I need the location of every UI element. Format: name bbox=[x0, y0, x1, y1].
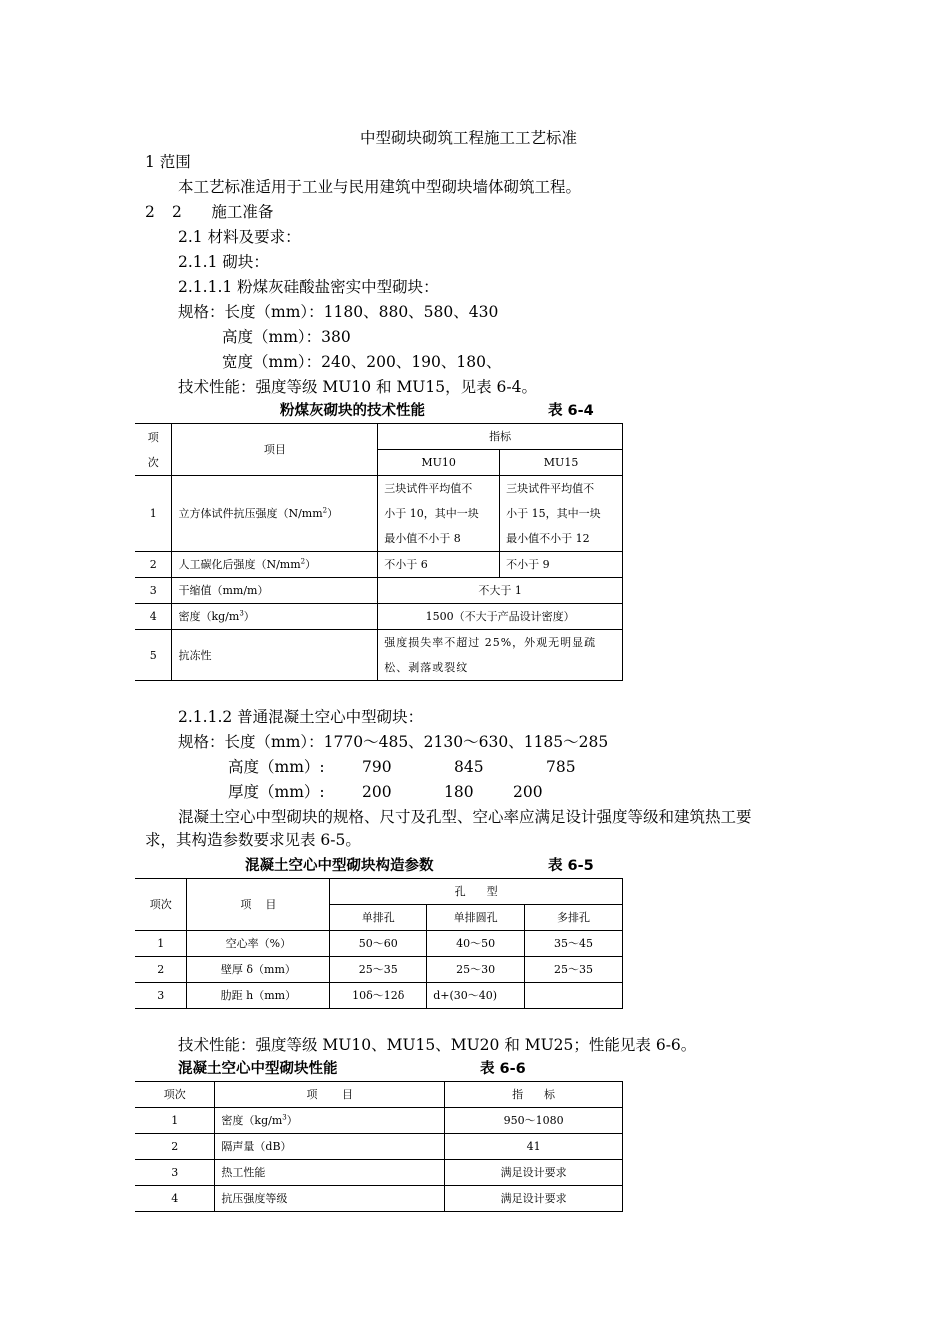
header-no: 项次 bbox=[135, 1082, 215, 1108]
spec-length: 规格：长度（mm）：1180、880、580、430 bbox=[178, 303, 499, 321]
spec-height-2-label: 高度（mm）: bbox=[228, 758, 325, 776]
document-title: 中型砌块砌筑工程施工工艺标准 bbox=[360, 129, 578, 147]
table-6-5-label: 表 6-5 bbox=[548, 858, 594, 874]
table-6-4-caption: 粉煤灰砌块的技术性能 bbox=[280, 403, 425, 419]
header-no: 项 次 bbox=[135, 424, 172, 476]
table-6-6 bbox=[135, 1081, 623, 1212]
section-2-1-heading: 2.1 材料及要求： bbox=[178, 228, 301, 246]
tech-performance: 技术性能：强度等级 MU10 和 MU15，见表 6-4。 bbox=[178, 378, 537, 396]
header-single-round: 单排圆孔 bbox=[427, 905, 525, 931]
table-row: 2 壁厚 δ（mm） 25～35 25～30 25～35 bbox=[135, 957, 623, 983]
table-6-6-label: 表 6-6 bbox=[480, 1061, 526, 1077]
section-2-1-1-1-heading: 2.1.1.1 粉煤灰硅酸盐密实中型砌块： bbox=[178, 278, 439, 296]
spec-height-2-val3: 785 bbox=[546, 758, 576, 776]
header-no: 项次 bbox=[135, 879, 187, 931]
tech-performance-2: 技术性能：强度等级 MU10、MU15、MU20 和 MU25；性能见表 6-6。 bbox=[178, 1036, 697, 1054]
header-mu10: MU10 bbox=[378, 450, 500, 476]
table-6-5 bbox=[135, 878, 623, 1009]
spec-height: 高度（mm）：380 bbox=[222, 328, 351, 346]
header-mu15: MU15 bbox=[500, 450, 623, 476]
section-2-heading: 2 施工准备 bbox=[172, 203, 274, 221]
header-index: 指标 bbox=[378, 424, 623, 450]
header-item: 项 目 bbox=[215, 1082, 445, 1108]
table-row: 5 抗冻性 强度损失率不超过 25%，外观无明显疏 松、剥落或裂纹 bbox=[135, 630, 623, 681]
section-2-number: 2 bbox=[145, 203, 155, 221]
header-index: 指 标 bbox=[445, 1082, 623, 1108]
spec-width: 宽度（mm）：240、200、190、180、 bbox=[222, 353, 502, 371]
table-row: 1 密度$(kg/m^3)$ 950～1080 bbox=[135, 1108, 623, 1134]
header-item: 项目 bbox=[172, 424, 378, 476]
table-6-4-label: 表 6-4 bbox=[548, 403, 594, 419]
paragraph-line-2: 求，其构造参数要求见表 6-5。 bbox=[145, 831, 361, 849]
paragraph-line-1: 混凝土空心中型砌块的规格、尺寸及孔型、空心率应满足设计强度等级和建筑热工要 bbox=[178, 808, 752, 826]
header-hole-type: 孔 型 bbox=[330, 879, 623, 905]
table-row: 3 干缩值（mm/m） 不大于 1 bbox=[135, 578, 623, 604]
table-6-5-caption: 混凝土空心中型砌块构造参数 bbox=[245, 858, 434, 874]
table-row: 1 空心率（%） 50～60 40～50 35～45 bbox=[135, 931, 623, 957]
table-row: 4 密度$(kg/m^3)$ 1500（不大于产品设计密度） bbox=[135, 604, 623, 630]
section-1-body: 本工艺标准适用于工业与民用建筑中型砌块墙体砌筑工程。 bbox=[178, 178, 582, 196]
spec-thickness-val1: 200 bbox=[362, 783, 392, 801]
table-row: 1 立方体试件抗压强度$(N/mm^2)$ 三块试件平均值不 小于 10，其中一块 最小值不小于 8 三块试件平均值不 小于 15，其中一块 最小值不小于 12 bbox=[135, 476, 623, 552]
table-row: 2 隔声量（dB） 41 bbox=[135, 1134, 623, 1160]
table-6-6-caption: 混凝土空心中型砌块性能 bbox=[178, 1061, 338, 1077]
spec-thickness-val2: 180 bbox=[444, 783, 474, 801]
spec-height-2-val2: 845 bbox=[454, 758, 484, 776]
table-row: 3 热工性能 满足设计要求 bbox=[135, 1160, 623, 1186]
table-row: 2 人工碳化后强度$(N/mm^2)$ 不小于 6 不小于 9 bbox=[135, 552, 623, 578]
table-6-4 bbox=[135, 423, 623, 681]
header-single-row: 单排孔 bbox=[330, 905, 427, 931]
section-2-1-1-2-heading: 2.1.1.2 普通混凝土空心中型砌块： bbox=[178, 708, 424, 726]
spec-thickness-label: 厚度（mm）: bbox=[228, 783, 325, 801]
spec-thickness-val3: 200 bbox=[513, 783, 543, 801]
section-1-heading: 1 范围 bbox=[145, 153, 191, 171]
header-item: 项 目 bbox=[187, 879, 330, 931]
table-row: 4 抗压强度等级 满足设计要求 bbox=[135, 1186, 623, 1212]
section-2-1-1-heading: 2.1.1 砌块： bbox=[178, 253, 269, 271]
table-row: 3 肋距 h（mm） 10δ～12δ d+(30～40) bbox=[135, 983, 623, 1009]
spec-height-2-val1: 790 bbox=[362, 758, 392, 776]
header-multi-row: 多排孔 bbox=[525, 905, 623, 931]
spec-length-2: 规格：长度（mm）：1770～485、2130～630、1185～285 bbox=[178, 733, 609, 751]
